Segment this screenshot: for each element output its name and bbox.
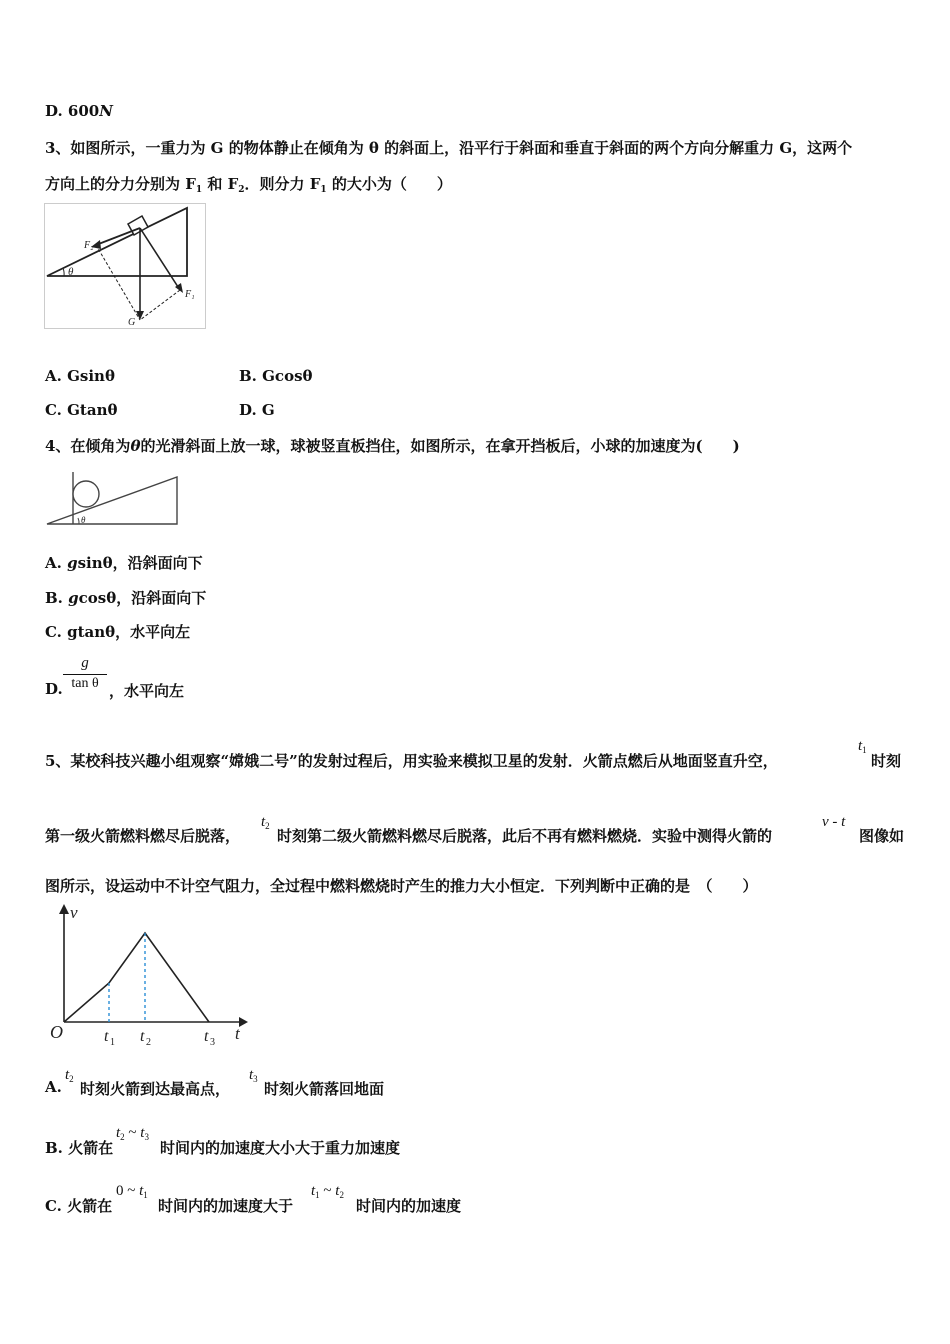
q3-sub-1b: 1 (320, 185, 327, 195)
q3-option-b: B. Gcosθ (239, 367, 313, 385)
q4-incline (47, 477, 177, 524)
q3-sub-2: 2 (238, 185, 245, 195)
q5-t2-inline (261, 814, 270, 831)
q5-option-b-tilde: ~ (124, 1125, 141, 1141)
q4-stem (45, 435, 740, 456)
q5-option-b-end: 时间内的加速度大小大于重力加速度 (160, 1139, 401, 1157)
q5-t2-symbol: t (261, 814, 266, 830)
q5-option-c-tilde2: ~ (319, 1183, 336, 1199)
q3-incline-figure (44, 203, 208, 333)
q4-ball-incline-figure (44, 466, 184, 530)
q5-option-a-t2-symbol: t (65, 1067, 70, 1083)
q4-option-b-prefix: B. (45, 589, 69, 607)
q4-label-theta: θ (81, 515, 86, 525)
q5-tick-t2: t (140, 1028, 145, 1045)
q5-option-c-prefix: C. 火箭在 (45, 1197, 113, 1215)
q4-option-d-rest: ，水平向左 (109, 682, 185, 700)
q4-option-d-fraction (63, 654, 107, 693)
q5-tick-t3: t (204, 1028, 209, 1045)
q4-option-a (45, 552, 203, 573)
q4-option-c: C. gtanθ，水平向左 (45, 623, 191, 641)
q5-label-o: O (50, 1022, 63, 1042)
q5-option-c-t1b-symbol: t (311, 1183, 316, 1199)
q5-option-b-t2-sub: 2 (120, 1132, 125, 1142)
q4-option-b-g: g (68, 589, 79, 607)
q5-x-axis-arrow (239, 1017, 248, 1027)
q5-label-t: t (235, 1024, 240, 1043)
q5-t1-symbol: t (858, 738, 863, 754)
q5-option-c-t1-symbol: t (139, 1183, 144, 1199)
q5-stem-line3: 图所示，设运动中不计空气阻力，全过程中燃料燃烧时产生的推力大小恒定．下列判断中正确的是 （ ） (45, 877, 758, 895)
q5-option-a-prefix: A. (45, 1078, 62, 1096)
q4-stem-theta: θ (130, 437, 141, 455)
q3-option-d: D. G (239, 401, 275, 419)
q5-option-a-t3-sub: 3 (253, 1074, 258, 1084)
q5-vt-inline: v - t (822, 814, 846, 830)
q5-t1-sub: 1 (862, 745, 867, 755)
q2-option-d (45, 102, 113, 120)
q2-option-d-text: D. 600 (45, 102, 100, 120)
q4-option-b-rest: cosθ，沿斜面向下 (78, 589, 207, 607)
q3-stem-line2 (45, 173, 452, 195)
q5-tick-t3-sub: 3 (210, 1037, 215, 1048)
q4-fraction-numerator: g (81, 655, 89, 671)
q3-label-f2: F₂ (84, 240, 94, 251)
q5-option-a-t2 (65, 1067, 74, 1084)
q5-option-b-t3-symbol: t (140, 1125, 145, 1141)
q5-stem-line2-b: 时刻第二级火箭燃料燃尽后脱落，此后不再有燃料燃烧．实验中测得火箭的 (277, 827, 773, 845)
q5-option-c-range1 (116, 1183, 148, 1200)
q5-option-c-mid: 时间内的加速度大于 (158, 1197, 294, 1215)
q4-fraction-denominator: tan θ (63, 674, 107, 693)
q5-vt-graph (44, 898, 254, 1050)
q4-option-a-rest: sinθ，沿斜面向下 (77, 554, 203, 572)
q3-arrow-f1 (140, 228, 180, 290)
q5-option-a-mid: 时刻火箭到达最高点， (80, 1080, 231, 1098)
q4-option-a-prefix: A. (45, 554, 68, 572)
q5-option-c-t2-symbol: t (335, 1183, 340, 1199)
q4-option-b (45, 587, 206, 608)
q5-option-c-t1b-sub: 1 (315, 1190, 320, 1200)
q5-option-c-end: 时间内的加速度 (356, 1197, 462, 1215)
q5-label-v: v (70, 903, 78, 922)
q5-stem-line1: 5、某校科技兴趣小组观察“嫦娥二号”的发射过程后，用实验来模拟卫星的发射．火箭点燃后从地面竖直升空， (45, 752, 778, 770)
q5-option-a-t2-sub: 2 (69, 1074, 74, 1084)
q3-sub-1: 1 (195, 185, 203, 195)
q5-option-b-range (116, 1125, 149, 1142)
q3-stem-part-d: 的大小为（ ） (326, 175, 452, 193)
q5-option-c-range2 (311, 1183, 344, 1200)
q5-option-a-t3 (249, 1067, 258, 1084)
q3-label-theta: θ (68, 266, 74, 278)
q3-dashed-2 (140, 290, 180, 320)
q5-tick-t1: t (104, 1028, 109, 1045)
q5-option-c-t2-sub: 2 (339, 1190, 344, 1200)
q4-angle-arc (78, 518, 79, 524)
q5-vt-curve (64, 933, 209, 1022)
q3-stem-line1: 3、如图所示，一重力为 G 的物体静止在倾角为 θ 的斜面上，沿平行于斜面和垂直于斜面的两个方向分解重力 G，这两个 (45, 139, 853, 157)
q3-option-a: A. Gsinθ (45, 367, 115, 385)
q5-option-a-t3-symbol: t (249, 1067, 254, 1083)
q5-option-b-t3-sub: 3 (144, 1132, 149, 1142)
q4-option-d-prefix: D. (45, 680, 63, 698)
q3-stem-part-b: 和 F (202, 175, 239, 193)
q3-angle-arc (63, 268, 64, 276)
q5-y-axis-arrow (59, 904, 69, 914)
q5-option-c-tilde1: ~ (123, 1183, 140, 1199)
q5-t2-sub: 2 (265, 821, 270, 831)
q5-option-b-prefix: B. 火箭在 (45, 1139, 114, 1157)
q2-option-d-unit: N (99, 102, 113, 120)
q4-ball (73, 481, 99, 507)
q5-option-a-end: 时刻火箭落回地面 (264, 1080, 385, 1098)
q3-dashed-1 (96, 245, 140, 320)
q5-stem-line2-a: 第一级火箭燃料燃尽后脱落， (45, 827, 241, 845)
q5-stem-line1-end: 时刻 (871, 752, 902, 770)
q3-stem-part-c: ．则分力 F (244, 175, 321, 193)
q3-label-f1: F₁ (185, 289, 195, 300)
q3-option-c: C. Gtanθ (45, 401, 118, 419)
q5-t1-inline (858, 738, 867, 755)
q5-option-c-t1-sub: 1 (143, 1190, 148, 1200)
q5-tick-t2-sub: 2 (146, 1037, 151, 1048)
q5-option-c-zero: 0 (116, 1183, 124, 1199)
q4-stem-part-a: 4、在倾角为 (45, 437, 131, 455)
q5-tick-t1-sub: 1 (110, 1037, 115, 1048)
q4-option-a-g: g (67, 554, 78, 572)
q5-option-b-t2-symbol: t (116, 1125, 121, 1141)
q4-stem-part-b: 的光滑斜面上放一球，球被竖直板挡住，如图所示，在拿开挡板后，小球的加速度为( ) (140, 437, 740, 455)
q3-label-g: G (128, 317, 136, 328)
q5-stem-line2-c: 图像如 (859, 827, 905, 845)
q3-stem-part-a: 方向上的分力分别为 F (45, 175, 196, 193)
